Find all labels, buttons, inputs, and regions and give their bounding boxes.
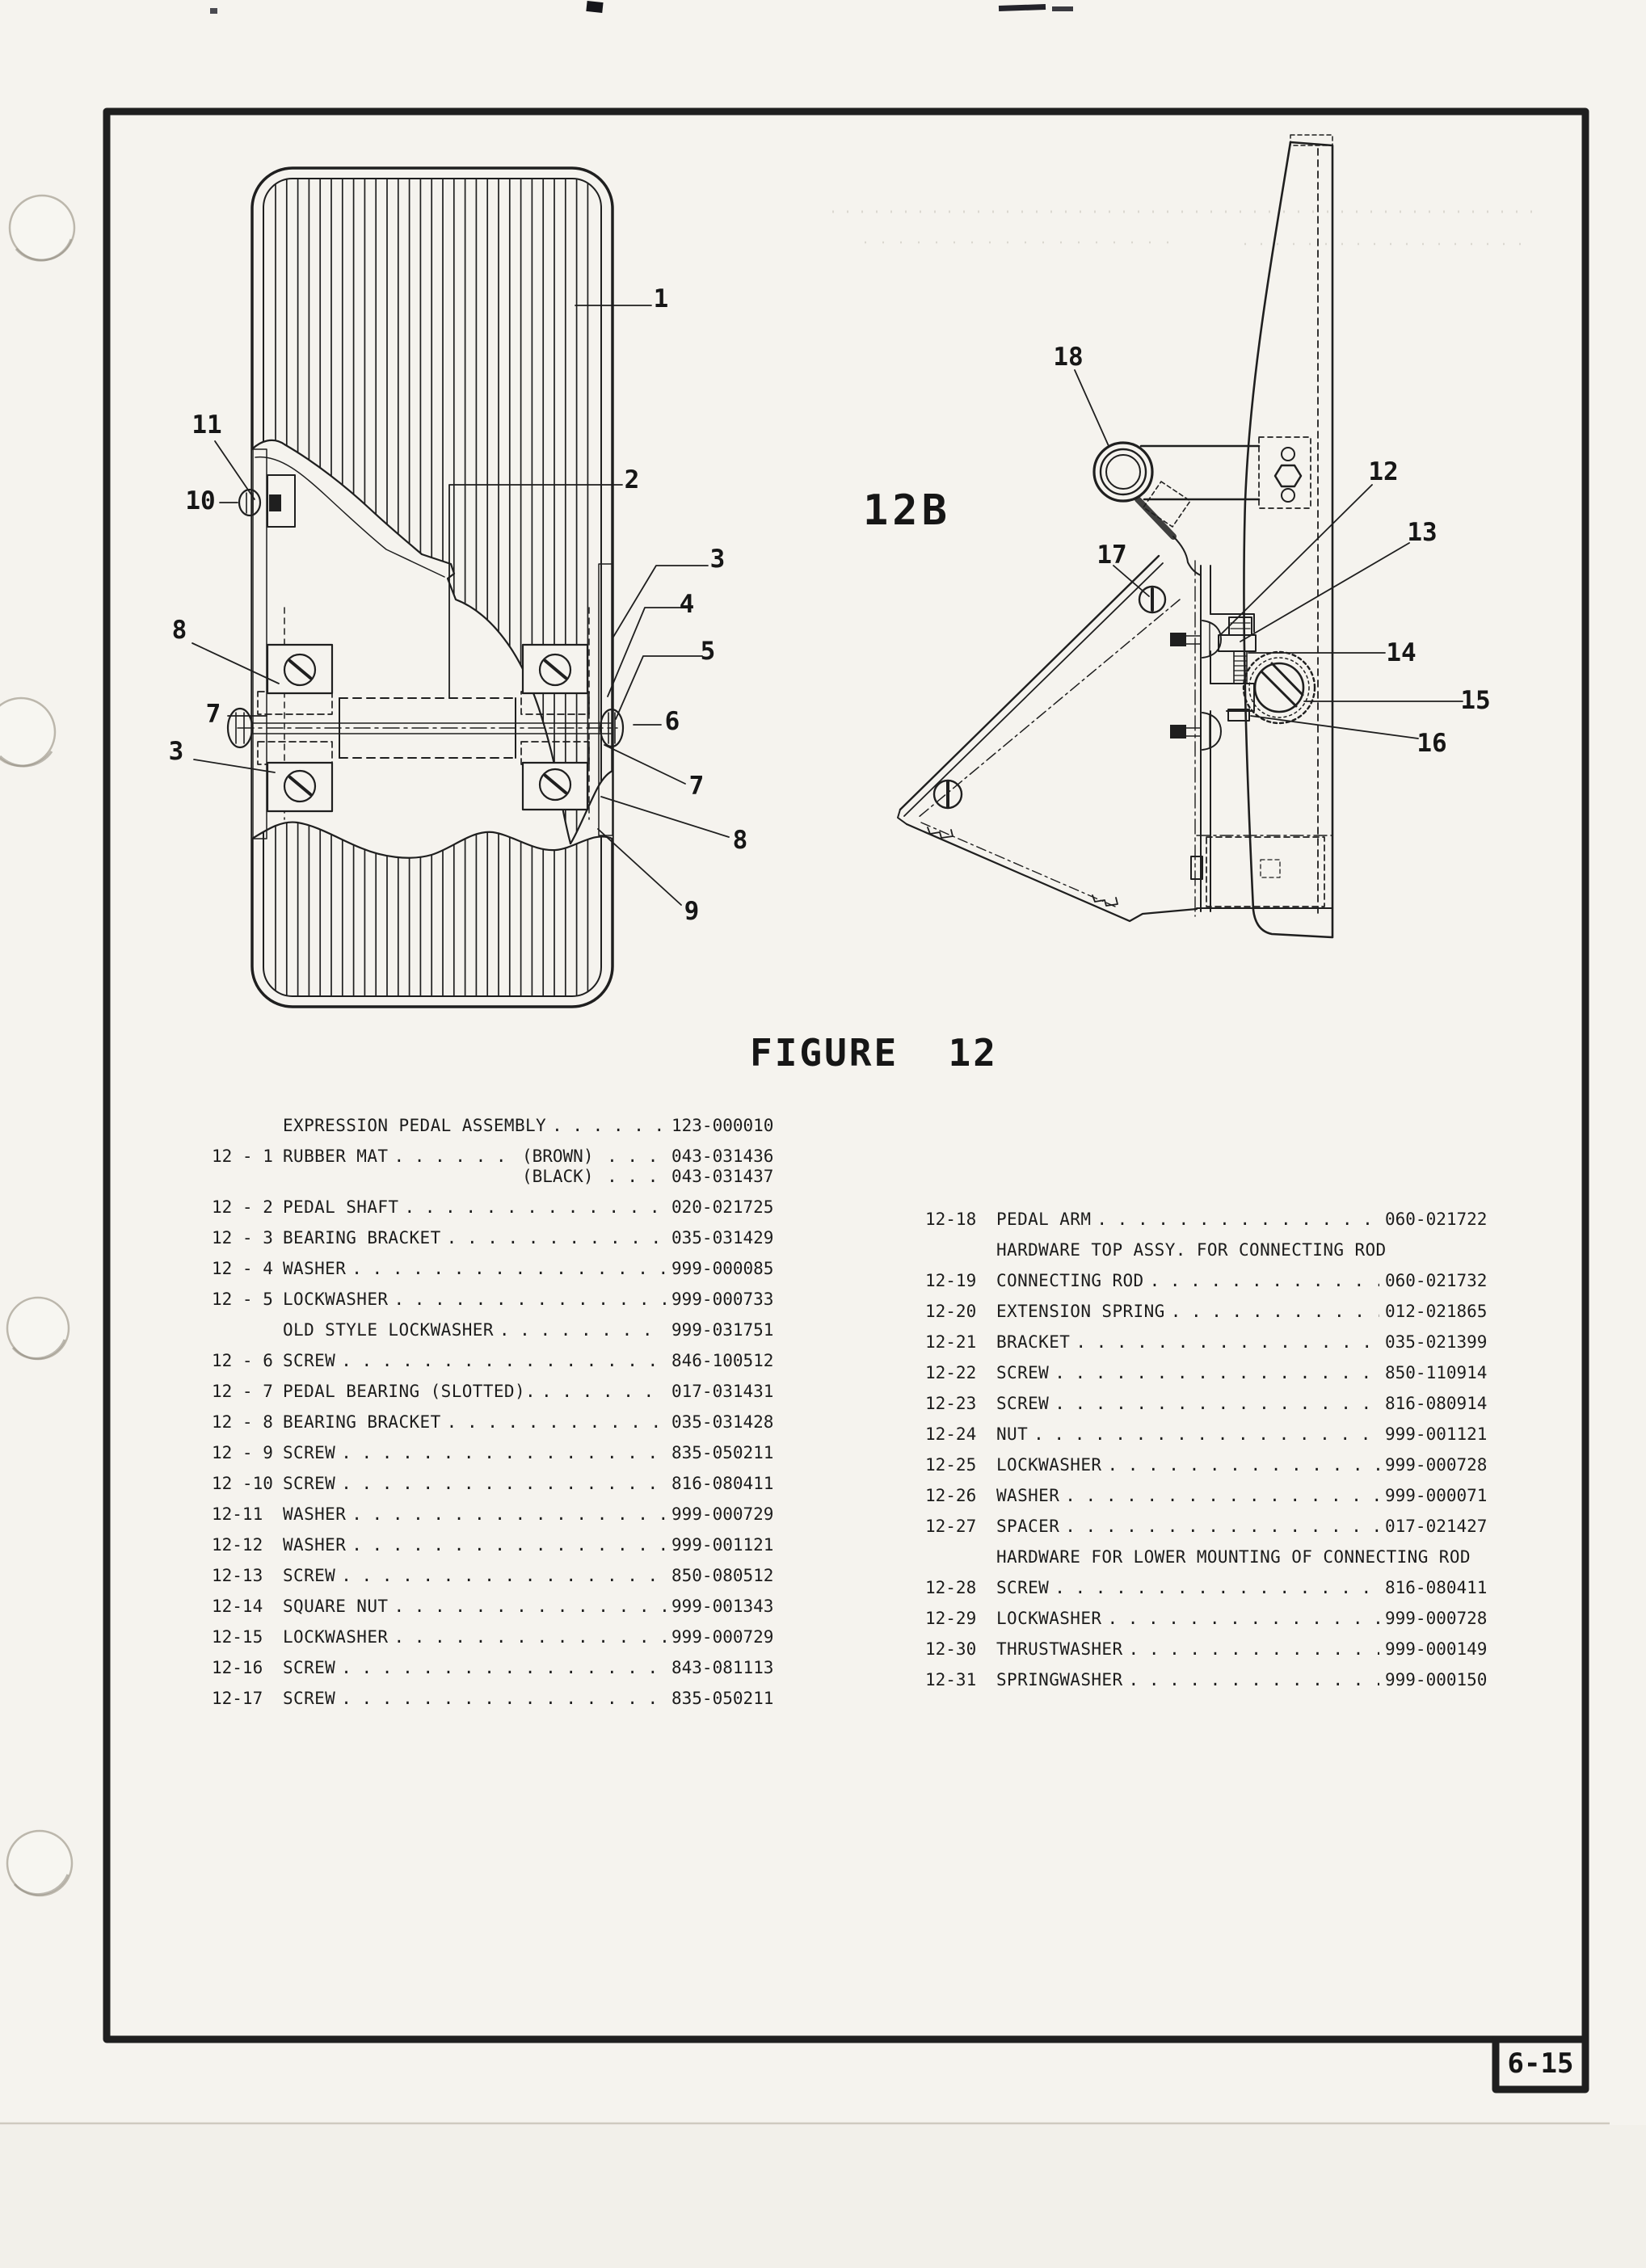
parts-list-left — [212, 1117, 775, 1720]
paper-edge-area — [0, 2125, 1646, 2268]
parts-row: 12-21 BRACKET . . . 035-021399 — [925, 1333, 1488, 1351]
punch-hole — [0, 698, 55, 766]
parts-row: 12-19 CONNECTING ROD . . . 060-021732 — [925, 1272, 1488, 1290]
diagram-view-a — [192, 168, 729, 1007]
parts-row: 12-25 LOCKWASHER . . . 999-000728 — [925, 1456, 1488, 1474]
callout-label-18: 18 — [1053, 343, 1084, 372]
parts-row: 12-13 SCREW . . . 850-080512 — [212, 1567, 775, 1584]
parts-row: 12-15 LOCKWASHER . . . 999-000729 — [212, 1628, 775, 1646]
callout-label-12: 12 — [1368, 457, 1399, 486]
page-number: 6-15 — [1507, 2047, 1574, 2080]
parts-row: 12-30 THRUSTWASHER . . . 999-000149 — [925, 1640, 1488, 1658]
callout-label-8: 8 — [732, 826, 748, 855]
parts-row: 12-12 WASHER . . . 999-001121 — [212, 1536, 775, 1554]
punch-hole — [7, 1298, 69, 1359]
scan-artifacts — [210, 1, 1073, 14]
parts-row: 12 - 9 SCREW . . . 835-050211 — [212, 1444, 775, 1462]
parts-row: 12 - 2 PEDAL SHAFT . . . 020-021725 — [212, 1198, 775, 1216]
callout-label-5: 5 — [700, 637, 716, 666]
callout-label-6: 6 — [664, 707, 680, 736]
parts-row: 12-27 SPACER . . . 017-021427 — [925, 1517, 1488, 1535]
parts-row: (BLACK) . . . 043-031437 — [212, 1168, 775, 1185]
parts-row: 12-23 SCREW . . . 816-080914 — [925, 1395, 1488, 1412]
punch-holes — [0, 196, 74, 1896]
callout-label-10: 10 — [185, 486, 216, 515]
punch-hole — [10, 196, 74, 260]
parts-row: 12-11 WASHER . . . 999-000729 — [212, 1505, 775, 1523]
parts-section-header: HARDWARE TOP ASSY. FOR CONNECTING ROD — [996, 1240, 1387, 1260]
callout-label-3: 3 — [709, 545, 726, 574]
callout-label-7: 7 — [688, 772, 705, 801]
parts-row: 12 - 7 PEDAL BEARING (SLOTTED). . . . 017-031431 — [212, 1382, 775, 1400]
parts-row: 12-24 NUT . . . 999-001121 — [925, 1425, 1488, 1443]
parts-row: 12-17 SCREW . . . 835-050211 — [212, 1689, 775, 1707]
callout-label-16: 16 — [1417, 729, 1447, 758]
parts-row: 12 - 3 BEARING BRACKET . . . 035-031429 — [212, 1229, 775, 1247]
callout-label-2: 2 — [624, 465, 640, 494]
parts-row: 12 - 1 RUBBER MAT . . . (BROWN) . . . 043-031436 — [212, 1147, 775, 1165]
parts-row: 12-14 SQUARE NUT . . . 999-001343 — [212, 1597, 775, 1615]
parts-row: 12-26 WASHER . . . 999-000071 — [925, 1487, 1488, 1504]
parts-row: 12-18 PEDAL ARM . . . 060-021722 — [925, 1210, 1488, 1228]
parts-row: 12-29 LOCKWASHER . . . 999-000728 — [925, 1609, 1488, 1627]
callout-label-11: 11 — [192, 410, 222, 440]
callout-label-1: 1 — [653, 284, 669, 313]
callout-label-7: 7 — [205, 700, 221, 729]
punch-hole — [7, 1831, 72, 1896]
border-frame — [107, 112, 1585, 2089]
parts-row: 12 - 8 BEARING BRACKET . . . 035-031428 — [212, 1413, 775, 1431]
callout-label-3: 3 — [168, 737, 184, 766]
parts-row: 12 - 4 WASHER . . . 999-000085 — [212, 1260, 775, 1277]
parts-section-header: HARDWARE FOR LOWER MOUNTING OF CONNECTING ROD — [996, 1547, 1471, 1567]
parts-row: 12 -10 SCREW . . . 816-080411 — [212, 1475, 775, 1492]
view-label: 12B — [863, 486, 951, 535]
parts-row: 12-20 EXTENSION SPRING . . . 012-021865 — [925, 1302, 1488, 1320]
callout-label-14: 14 — [1386, 638, 1417, 667]
callout-label-17: 17 — [1097, 541, 1127, 570]
callout-label-15: 15 — [1460, 686, 1491, 715]
callout-label-8: 8 — [171, 616, 187, 645]
parts-row: 12 - 5 LOCKWASHER . . . 999-000733 — [212, 1290, 775, 1308]
callout-label-4: 4 — [679, 590, 695, 619]
parts-row: OLD STYLE LOCKWASHER . . . 999-031751 — [212, 1321, 775, 1339]
parts-row: 12-22 SCREW . . . 850-110914 — [925, 1364, 1488, 1382]
callout-label-13: 13 — [1407, 518, 1438, 547]
parts-row: EXPRESSION PEDAL ASSEMBLY . . . 123-000010 — [212, 1117, 775, 1134]
callout-label-9: 9 — [684, 897, 700, 926]
figure-caption: FIGURE 12 — [750, 1031, 998, 1075]
parts-row: 12-16 SCREW . . . 843-081113 — [212, 1659, 775, 1677]
parts-list-right — [925, 1210, 1488, 1702]
parts-row: 12 - 6 SCREW . . . 846-100512 — [212, 1352, 775, 1370]
parts-row: 12-28 SCREW . . . 816-080411 — [925, 1579, 1488, 1597]
parts-row: 12-31 SPRINGWASHER . . . 999-000150 — [925, 1671, 1488, 1689]
leader-lines-b — [1075, 370, 1463, 738]
